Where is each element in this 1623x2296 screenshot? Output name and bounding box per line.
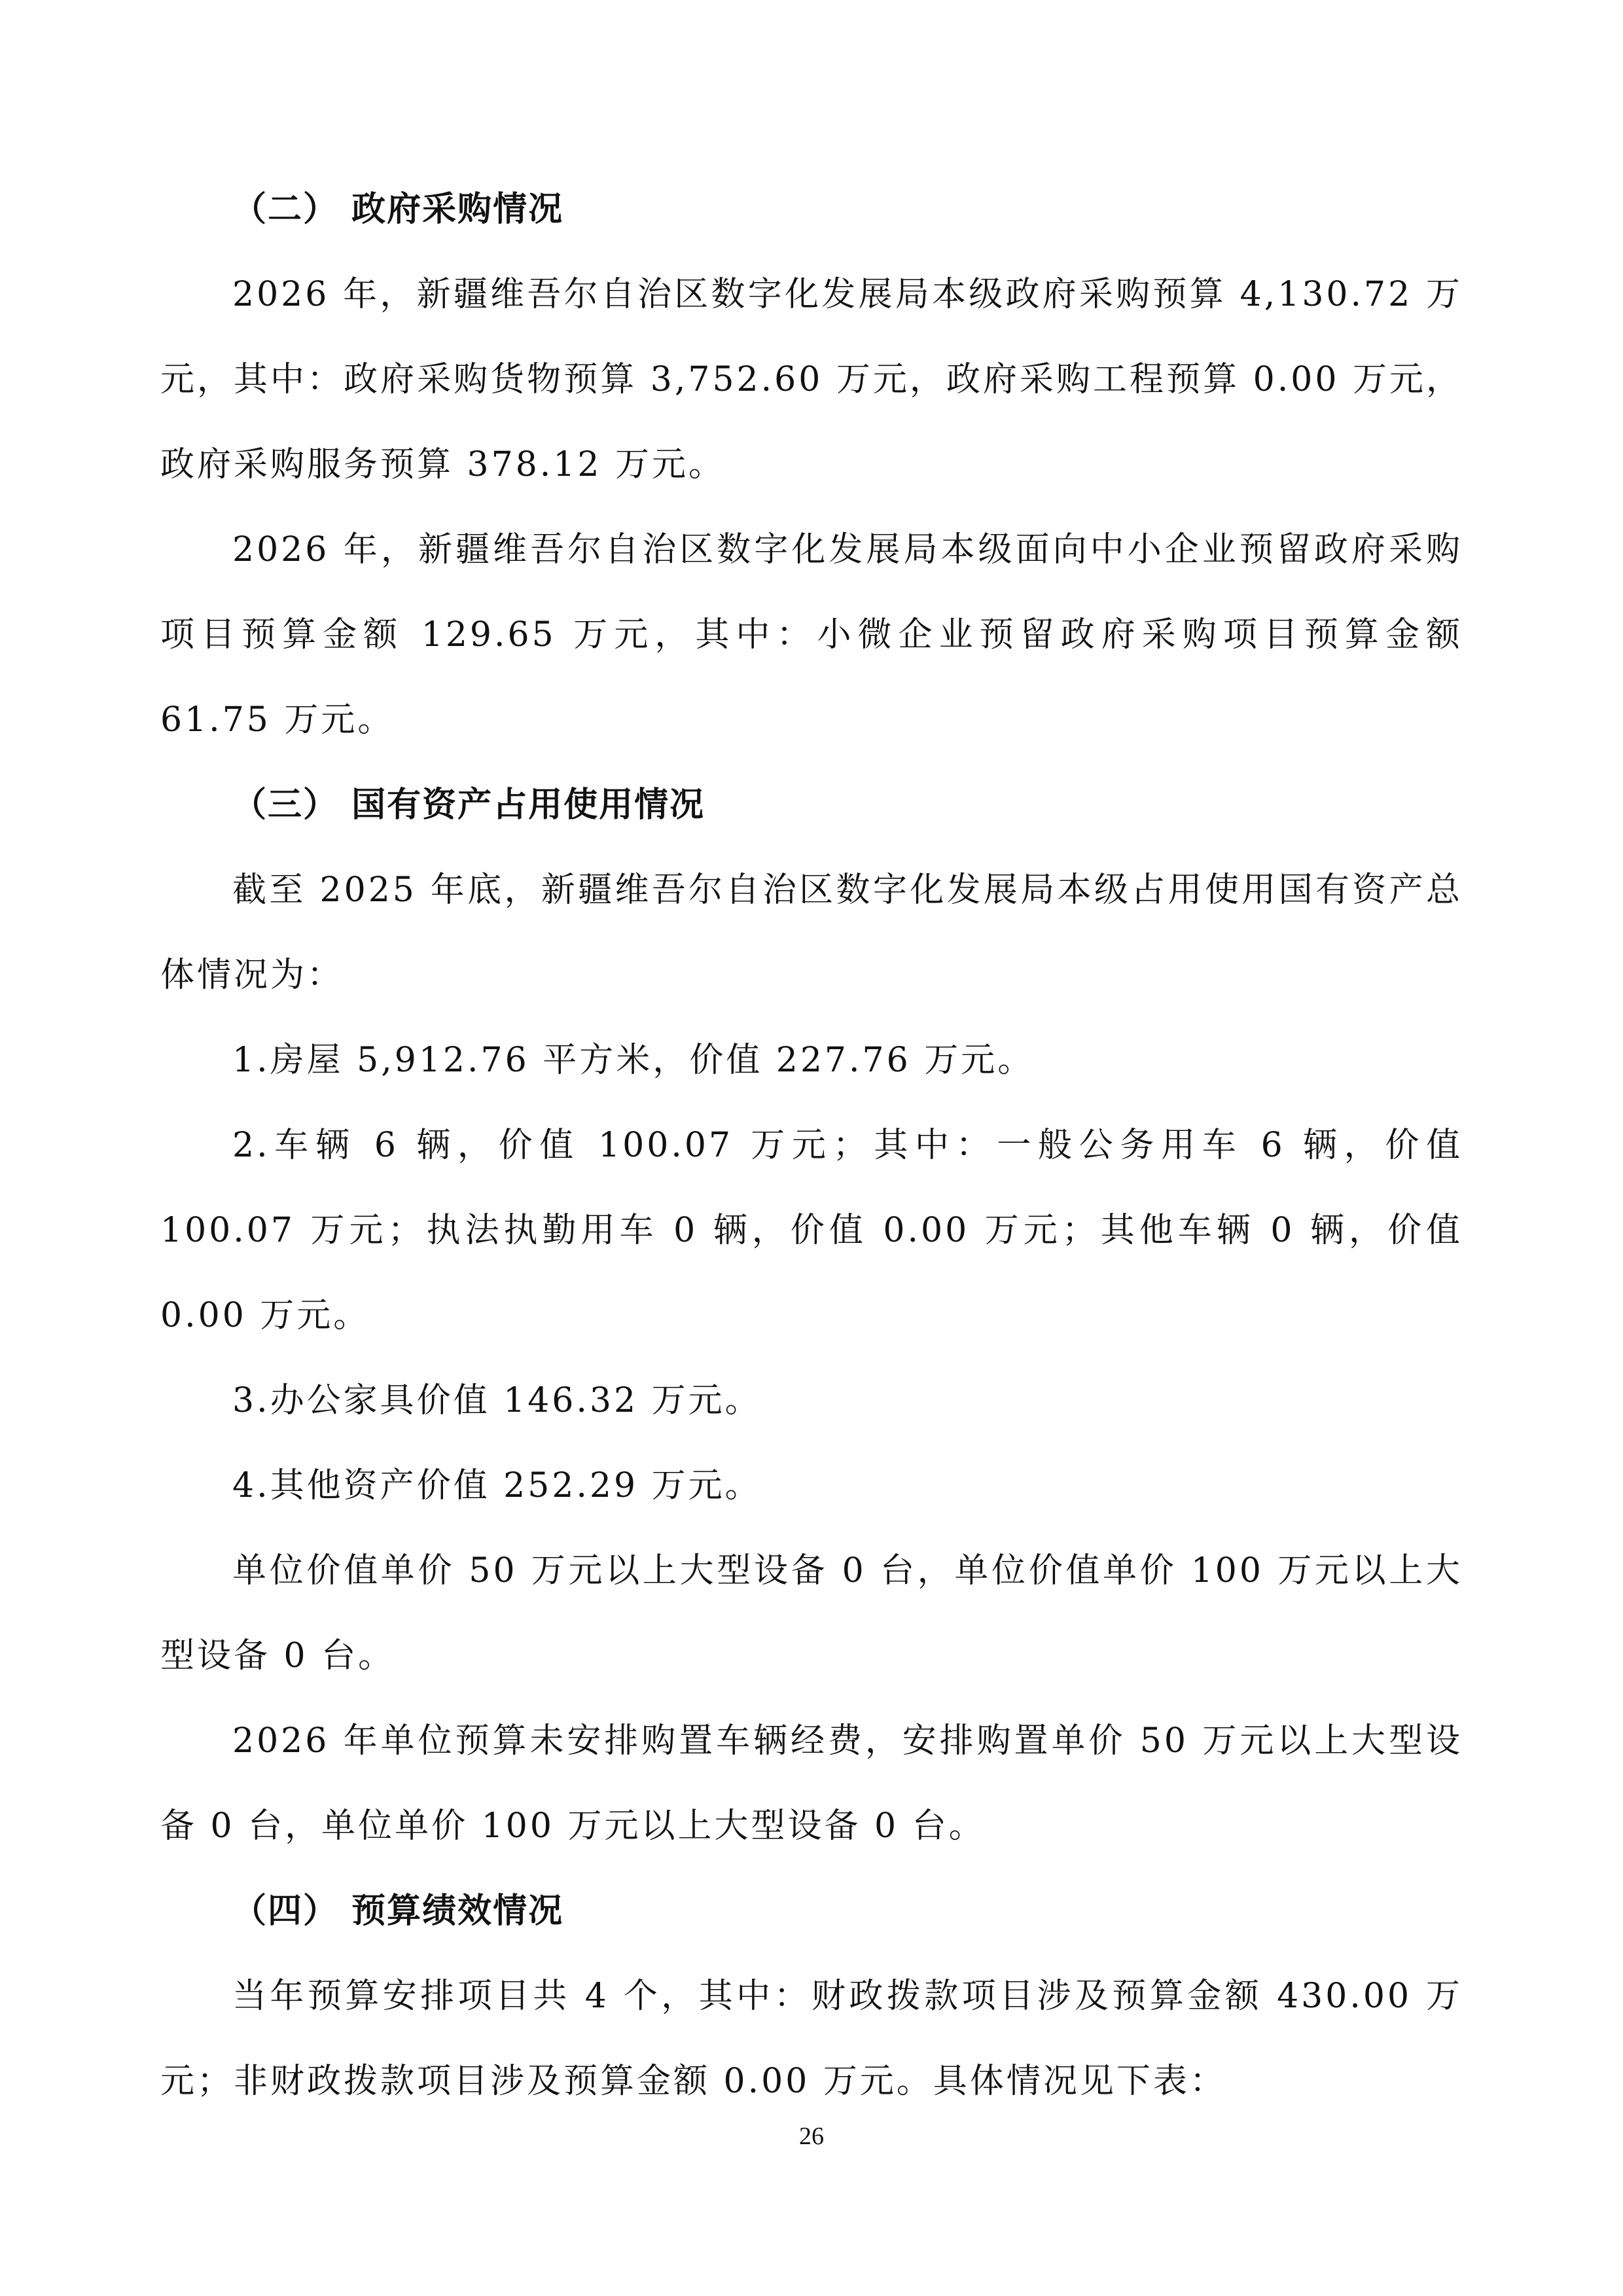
- paragraph-procurement-budget: 2026 年，新疆维吾尔自治区数字化发展局本级政府采购预算 4,130.72 万元，其中：政府采购货物预算 3,752.60 万元，政府采购工程预算 0.00 万元，政府采购服务预算 378.12 万元。: [160, 275, 1463, 484]
- section-heading-budget-performance: （四） 预算绩效情况: [232, 1892, 564, 1931]
- page-body: [160, 167, 1463, 2124]
- paragraph-large-equipment: 单位价值单价 50 万元以上大型设备 0 台，单位价值单价 100 万元以上大型设备 0 台。: [160, 1551, 1463, 1676]
- page-number: 26: [799, 2123, 824, 2150]
- section-heading-state-assets: （三） 国有资产占用使用情况: [232, 785, 705, 825]
- paragraph-assets-vehicles: 2.车辆 6 辆，价值 100.07 万元；其中：一般公务用车 6 辆，价值 100.07 万元；执法执勤用车 0 辆，价值 0.00 万元；其他车辆 0 辆，价值 0.00 万元。: [160, 1126, 1463, 1335]
- paragraph-sme-reserved-budget: 2026 年，新疆维吾尔自治区数字化发展局本级面向中小企业预留政府采购项目预算金额 129.65 万元，其中：小微企业预留政府采购项目预算金额 61.75 万元。: [160, 530, 1463, 740]
- paragraph-assets-other: 4.其他资产价值 252.29 万元。: [232, 1466, 762, 1505]
- paragraph-assets-overview: 截至 2025 年底，新疆维吾尔自治区数字化发展局本级占用使用国有资产总体情况为：: [160, 870, 1463, 995]
- paragraph-assets-furniture: 3.办公家具价值 146.32 万元。: [232, 1381, 762, 1420]
- section-heading-government-procurement: （二） 政府采购情况: [232, 190, 564, 229]
- paragraph-assets-buildings: 1.房屋 5,912.76 平方米，价值 227.76 万元。: [232, 1041, 1035, 1080]
- paragraph-purchase-plan: 2026 年单位预算未安排购置车辆经费，安排购置单价 50 万元以上大型设备 0 台，单位单价 100 万元以上大型设备 0 台。: [160, 1721, 1463, 1846]
- paragraph-performance-projects: 当年预算安排项目共 4 个，其中：财政拨款项目涉及预算金额 430.00 万元；非财政拨款项目涉及预算金额 0.00 万元。具体情况见下表：: [160, 1977, 1463, 2101]
